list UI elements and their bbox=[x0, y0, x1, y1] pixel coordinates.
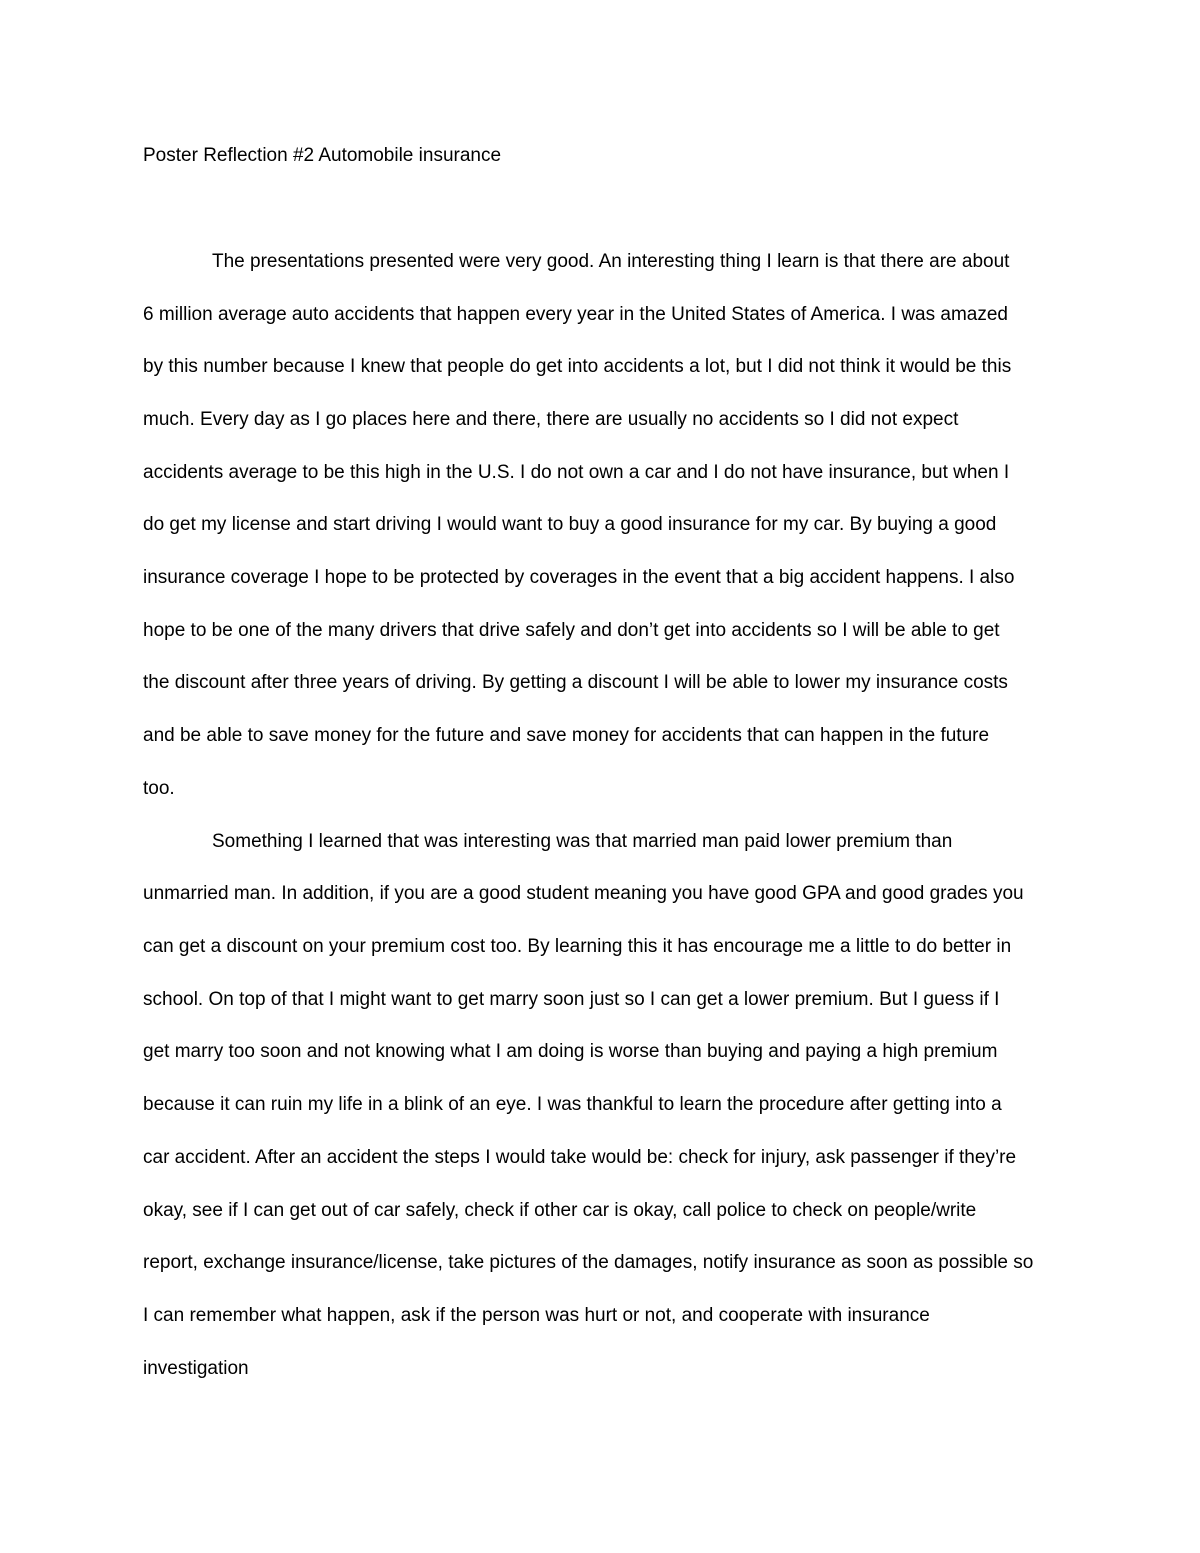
paragraph-line: Something I learned that was interesting was that married man paid lower premium than bbox=[212, 831, 953, 852]
paragraph-line: investigation bbox=[143, 1358, 249, 1379]
paragraph-line: school. On top of that I might want to get marry soon just so I can get a lower premium. But I guess if I bbox=[143, 989, 1000, 1010]
paragraph-line: the discount after three years of driving. By getting a discount I will be able to lower my insurance costs bbox=[143, 672, 1008, 693]
paragraph-line: okay, see if I can get out of car safely, check if other car is okay, call police to check on people/write bbox=[143, 1200, 977, 1221]
paragraph-line: because it can ruin my life in a blink of an eye. I was thankful to learn the procedure after getting into a bbox=[143, 1094, 1002, 1115]
paragraph-line: hope to be one of the many drivers that drive safely and don’t get into accidents so I will be able to get bbox=[143, 620, 1000, 641]
paragraph-line: too. bbox=[143, 778, 175, 799]
paragraph-line: car accident. After an accident the steps I would take would be: check for injury, ask passenger if they’re bbox=[143, 1147, 1017, 1168]
paragraph-line: insurance coverage I hope to be protected by coverages in the event that a big accident happens. I also bbox=[143, 567, 1015, 588]
paragraph-line: 6 million average auto accidents that happen every year in the United States of America. I was amazed bbox=[143, 304, 1008, 325]
paragraph-line: unmarried man. In addition, if you are a good student meaning you have good GPA and good grades you bbox=[143, 883, 1024, 904]
paragraph-line: accidents average to be this high in the U.S. I do not own a car and I do not have insurance, but when I bbox=[143, 462, 1010, 483]
paragraph-line: can get a discount on your premium cost too. By learning this it has encourage me a little to do better in bbox=[143, 936, 1012, 957]
document-title: Poster Reflection #2 Automobile insurance bbox=[143, 145, 502, 166]
paragraph-line: I can remember what happen, ask if the person was hurt or not, and cooperate with insurance bbox=[143, 1305, 930, 1326]
paragraph-line: and be able to save money for the future and save money for accidents that can happen in the future bbox=[143, 725, 990, 746]
paragraph-line: by this number because I knew that people do get into accidents a lot, but I did not think it would be this bbox=[143, 356, 1012, 377]
paragraph-line: much. Every day as I go places here and there, there are usually no accidents so I did not expect bbox=[143, 409, 959, 430]
paragraph-line: get marry too soon and not knowing what I am doing is worse than buying and paying a high premium bbox=[143, 1041, 998, 1062]
paragraph-line: do get my license and start driving I would want to buy a good insurance for my car. By buying a good bbox=[143, 514, 997, 535]
paragraph-line: The presentations presented were very good. An interesting thing I learn is that there are about bbox=[212, 251, 1010, 272]
paragraph-line: report, exchange insurance/license, take pictures of the damages, notify insurance as soon as possible so bbox=[143, 1252, 1034, 1273]
